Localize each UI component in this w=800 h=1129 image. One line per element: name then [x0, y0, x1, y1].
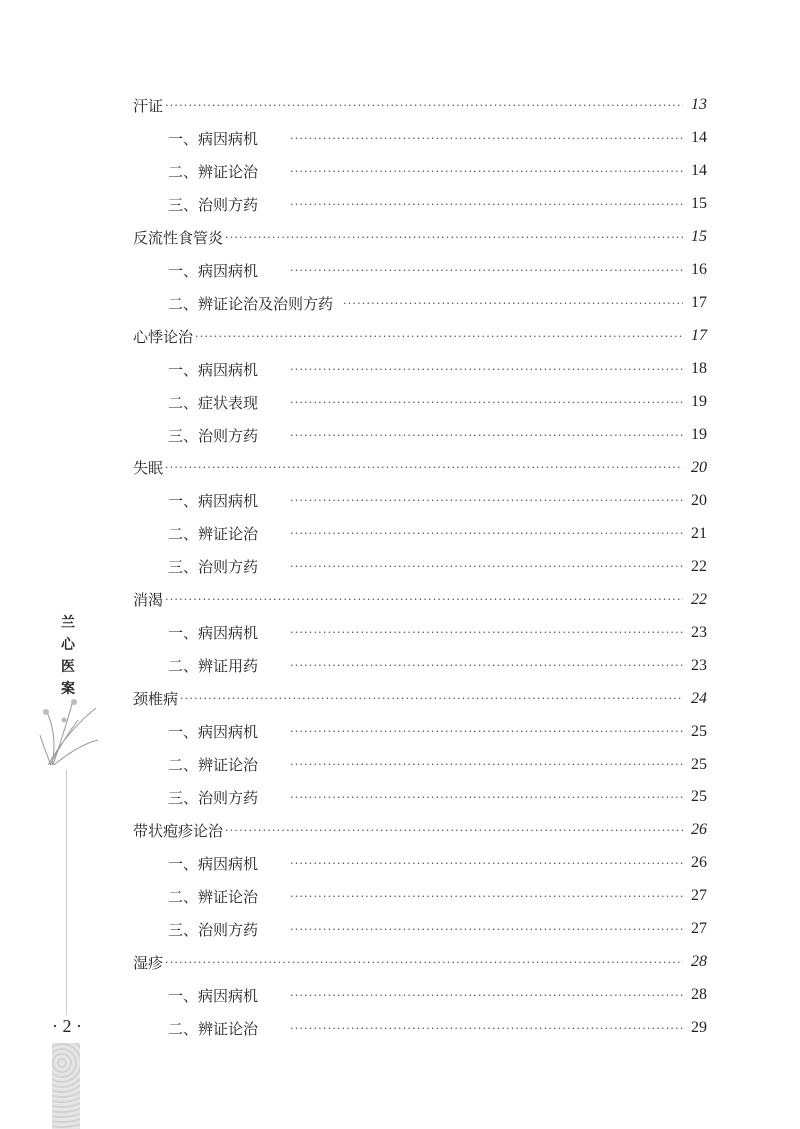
- decorative-divider: [66, 770, 67, 1015]
- entry-title: 三、治则方药: [168, 558, 259, 577]
- dot-leader: [165, 593, 683, 606]
- entry-page-number: 29: [691, 1019, 707, 1037]
- entry-page-number: 20: [691, 458, 707, 476]
- dot-leader: [290, 132, 683, 145]
- entry-page-number: 22: [691, 590, 707, 608]
- entry-title: 一、病因病机: [168, 492, 259, 511]
- entry-title: 二、辨证论治: [168, 525, 259, 544]
- dot-leader: [290, 198, 683, 211]
- dot-leader: [290, 527, 683, 540]
- entry-page-number: 28: [691, 953, 707, 971]
- entry-page-number: 24: [691, 689, 707, 707]
- entry-title: 带状疱疹论治: [133, 821, 224, 840]
- dot-leader: [165, 99, 683, 112]
- entry-page-number: 27: [691, 887, 707, 905]
- entry-page-number: 18: [691, 360, 707, 378]
- dot-leader: [290, 1022, 683, 1035]
- toc-section-entry[interactable]: [133, 517, 707, 550]
- entry-page-number: 14: [691, 129, 707, 147]
- entry-page-number: 26: [691, 854, 707, 872]
- entry-title: 二、辨证论治: [168, 756, 259, 775]
- dot-leader: [290, 923, 683, 936]
- toc-section-entry[interactable]: [133, 155, 707, 188]
- dot-leader: [290, 659, 683, 672]
- entry-title: 一、病因病机: [168, 624, 259, 643]
- entry-title: 一、病因病机: [168, 854, 259, 873]
- dot-leader: [290, 560, 683, 573]
- toc-section-entry[interactable]: [133, 188, 707, 221]
- dot-leader: [225, 824, 683, 837]
- entry-title: 一、病因病机: [168, 129, 259, 148]
- entry-title: 二、辨证论治及治则方药: [168, 294, 334, 313]
- dot-leader: [195, 330, 683, 343]
- entry-title: 颈椎病: [133, 690, 179, 709]
- toc-section-entry[interactable]: [133, 979, 707, 1012]
- dot-leader: [290, 429, 683, 442]
- entry-page-number: 17: [691, 327, 707, 345]
- entry-page-number: 15: [691, 195, 707, 213]
- dot-leader: [290, 758, 683, 771]
- entry-page-number: 13: [691, 96, 707, 114]
- entry-page-number: 19: [691, 393, 707, 411]
- toc-chapter-entry[interactable]: [133, 583, 707, 616]
- toc-section-entry[interactable]: [133, 287, 707, 320]
- entry-title: 二、辨证论治: [168, 162, 259, 181]
- table-of-contents: [133, 89, 707, 1045]
- toc-section-entry[interactable]: [133, 847, 707, 880]
- entry-page-number: 26: [691, 821, 707, 839]
- toc-section-entry[interactable]: [133, 880, 707, 913]
- entry-page-number: 25: [691, 788, 707, 806]
- entry-title: 三、治则方药: [168, 920, 259, 939]
- entry-title: 二、症状表现: [168, 393, 259, 412]
- entry-page-number: 28: [691, 986, 707, 1004]
- entry-page-number: 22: [691, 557, 707, 575]
- dot-leader: [290, 626, 683, 639]
- entry-title: 湿疹: [133, 953, 164, 972]
- dot-leader: [290, 725, 683, 738]
- dot-leader: [165, 461, 683, 474]
- dot-leader: [290, 264, 683, 277]
- entry-title: 一、病因病机: [168, 986, 259, 1005]
- entry-page-number: 21: [691, 524, 707, 542]
- toc-chapter-entry[interactable]: [133, 946, 707, 979]
- book-title-vertical: 兰心医案: [61, 615, 75, 697]
- dot-leader: [290, 396, 683, 409]
- toc-chapter-entry[interactable]: [133, 682, 707, 715]
- toc-chapter-entry[interactable]: [133, 89, 707, 122]
- entry-page-number: 16: [691, 261, 707, 279]
- entry-title: 失眠: [133, 459, 164, 478]
- entry-title: 二、辨证论治: [168, 1019, 259, 1038]
- dot-leader: [165, 956, 683, 969]
- toc-section-entry[interactable]: [133, 550, 707, 583]
- dot-leader: [290, 890, 683, 903]
- dot-leader: [290, 989, 683, 1002]
- entry-title: 二、辨证用药: [168, 657, 259, 676]
- toc-section-entry[interactable]: [133, 353, 707, 386]
- entry-page-number: 25: [691, 722, 707, 740]
- toc-chapter-entry[interactable]: [133, 221, 707, 254]
- dot-leader: [290, 494, 683, 507]
- dot-leader: [290, 857, 683, 870]
- toc-section-entry[interactable]: [133, 254, 707, 287]
- toc-section-entry[interactable]: [133, 913, 707, 946]
- entry-page-number: 17: [691, 294, 707, 312]
- entry-title: 三、治则方药: [168, 426, 259, 445]
- entry-title: 二、辨证论治: [168, 887, 259, 906]
- entry-page-number: 20: [691, 491, 707, 509]
- entry-page-number: 14: [691, 162, 707, 180]
- wave-pattern-decoration: [52, 1043, 80, 1129]
- dot-leader: [180, 692, 683, 705]
- dot-leader: [290, 363, 683, 376]
- dot-leader: [343, 297, 683, 310]
- page-number: · 2 ·: [52, 1016, 82, 1036]
- entry-page-number: 23: [691, 623, 707, 641]
- toc-section-entry[interactable]: [133, 419, 707, 452]
- entry-page-number: 25: [691, 755, 707, 773]
- toc-chapter-entry[interactable]: [133, 451, 707, 484]
- toc-section-entry[interactable]: [133, 781, 707, 814]
- toc-section-entry[interactable]: [133, 649, 707, 682]
- toc-section-entry[interactable]: [133, 1012, 707, 1045]
- entry-page-number: 15: [691, 228, 707, 246]
- toc-section-entry[interactable]: [133, 748, 707, 781]
- toc-section-entry[interactable]: [133, 484, 707, 517]
- entry-title: 一、病因病机: [168, 261, 259, 280]
- dot-leader: [290, 165, 683, 178]
- dot-leader: [225, 231, 683, 244]
- entry-title: 三、治则方药: [168, 788, 259, 807]
- orchid-illustration-icon: [38, 690, 100, 770]
- dot-leader: [290, 791, 683, 804]
- entry-title: 一、病因病机: [168, 723, 259, 742]
- entry-title: 汗证: [133, 96, 164, 115]
- entry-title: 反流性食管炎: [133, 228, 224, 247]
- toc-section-entry[interactable]: [133, 616, 707, 649]
- toc-section-entry[interactable]: [133, 122, 707, 155]
- entry-page-number: 19: [691, 426, 707, 443]
- toc-section-entry[interactable]: [133, 386, 707, 419]
- toc-chapter-entry[interactable]: [133, 320, 707, 353]
- toc-chapter-entry[interactable]: [133, 814, 707, 847]
- entry-title: 心悸论治: [133, 327, 194, 346]
- entry-page-number: 27: [691, 920, 707, 938]
- toc-section-entry[interactable]: [133, 715, 707, 748]
- entry-page-number: 23: [691, 656, 707, 674]
- entry-title: 一、病因病机: [168, 360, 259, 379]
- entry-title: 消渴: [133, 591, 164, 610]
- entry-title: 三、治则方药: [168, 195, 259, 214]
